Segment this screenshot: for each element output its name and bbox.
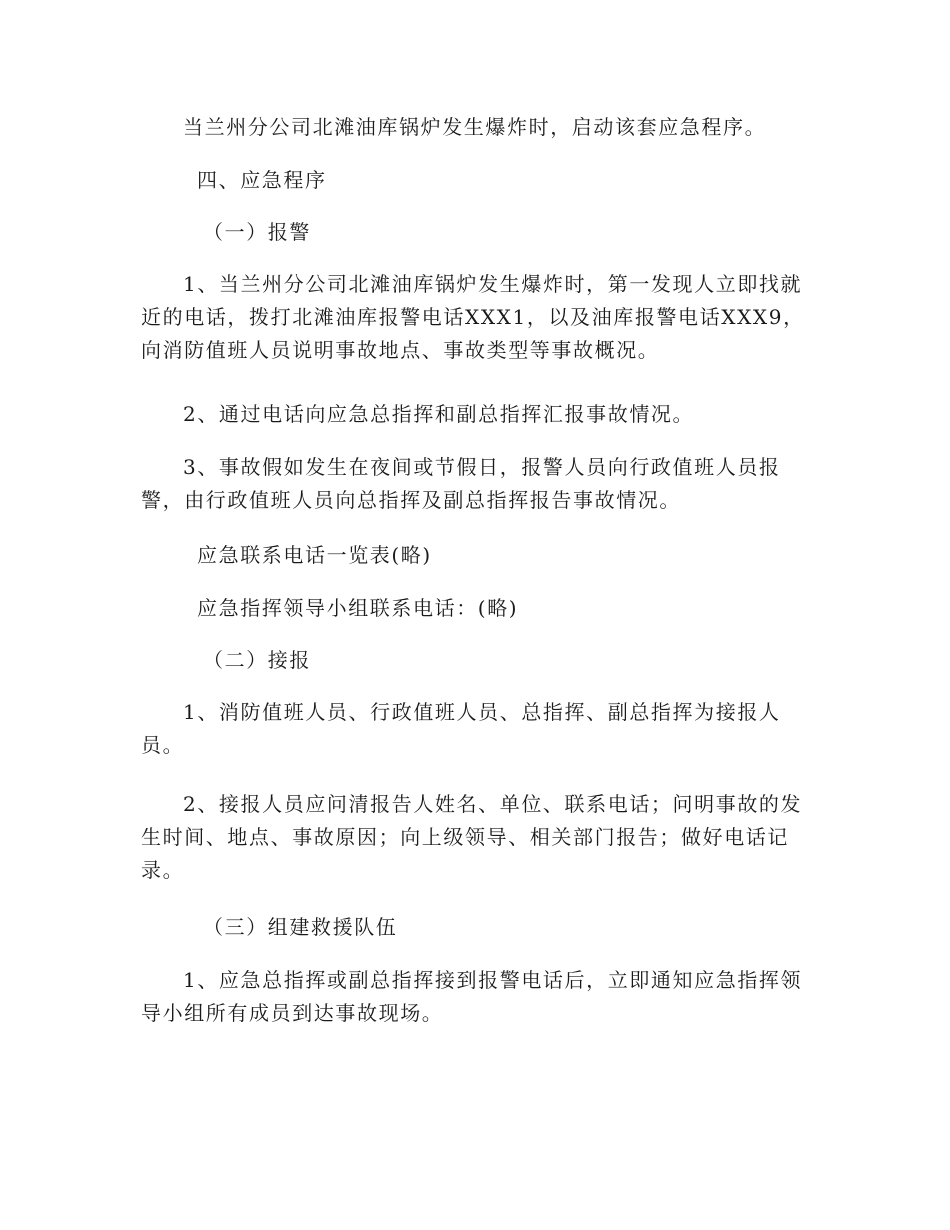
paragraph-item: 2、通过电话向应急总指挥和副总指挥汇报事故情况。 bbox=[183, 402, 695, 426]
paragraph-item: 2、接报人员应问清报告人姓名、单位、联系电话；问明事故的发生时间、地点、事故原因；向上级领导、相关部门报告；做好电话记录。 bbox=[141, 792, 803, 882]
paragraph-intro: 当兰州分公司北滩油库锅炉发生爆炸时，启动该套应急程序。 bbox=[183, 115, 767, 139]
paragraph-item: 1、应急总指挥或副总指挥接到报警电话后，立即通知应急指挥领导小组所有成员到达事故现场。 bbox=[141, 968, 803, 1025]
subsection-heading: （三）组建救援队伍 bbox=[203, 915, 398, 939]
section-heading: 四、应急程序 bbox=[197, 168, 327, 192]
subsection-heading: （一）报警 bbox=[203, 220, 311, 244]
paragraph-note: 应急指挥领导小组联系电话：(略) bbox=[197, 596, 519, 620]
paragraph-item: 3、事故假如发生在夜间或节假日，报警人员向行政值班人员报警，由行政值班人员向总指挥及副总指挥报告事故情况。 bbox=[141, 455, 781, 512]
paragraph-item: 1、消防值班人员、行政值班人员、总指挥、副总指挥为接报人员。 bbox=[141, 700, 781, 757]
paragraph-item: 1、当兰州分公司北滩油库锅炉发生爆炸时，第一发现人立即找就近的电话，拨打北滩油库报警电话XXX1，以及油库报警电话XXX9，向消防值班人员说明事故地点、事故类型等事故概况。 bbox=[141, 272, 805, 362]
paragraph-note: 应急联系电话一览表(略) bbox=[197, 543, 432, 567]
subsection-heading: （二）接报 bbox=[203, 648, 311, 672]
